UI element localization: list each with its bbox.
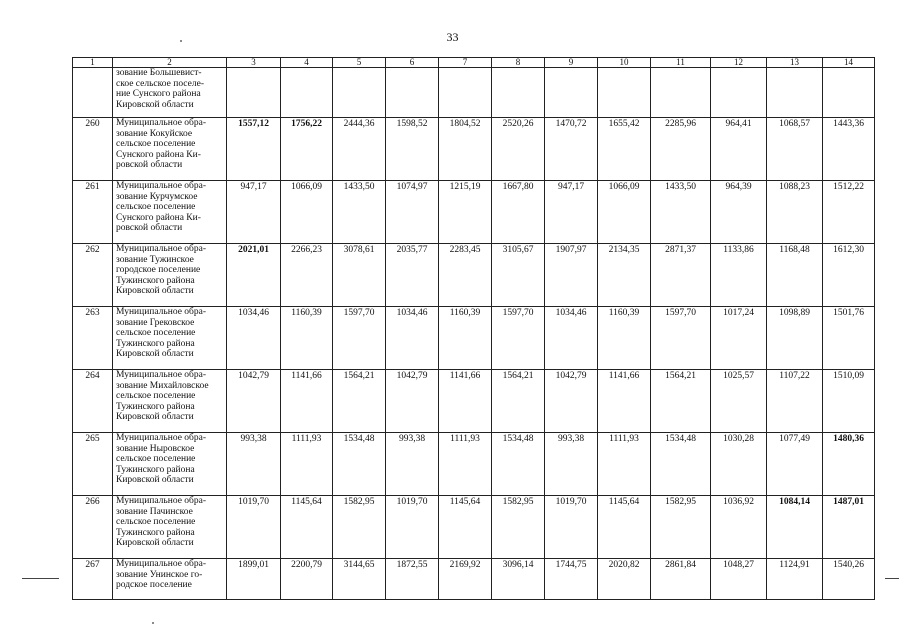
- municipality-name: Муниципальное обра- зование Унинское го- родское поселение: [113, 559, 227, 600]
- value-cell-col-12: 1025,57: [711, 370, 767, 433]
- value-cell-col-10: 2134,35: [598, 244, 651, 307]
- value-cell-col-9: [545, 68, 598, 118]
- value-cell-col-3: 1019,70: [227, 496, 281, 559]
- scan-speck: [152, 622, 154, 624]
- column-header-13: 13: [767, 58, 823, 68]
- value-cell-col-9: 1907,97: [545, 244, 598, 307]
- value-cell-col-3: [227, 68, 281, 118]
- row-number: 260: [73, 118, 113, 181]
- data-table: [72, 57, 875, 600]
- value-cell-col-13: 1077,49: [767, 433, 823, 496]
- value-cell-col-8: 1582,95: [492, 496, 545, 559]
- value-cell-col-7: 1160,39: [439, 307, 492, 370]
- value-cell-col-10: 1655,42: [598, 118, 651, 181]
- column-header-10: 10: [598, 58, 651, 68]
- municipality-name: Муниципальное обра- зование Курчумское сельское поселение Сунского района Ки- ровской области: [113, 181, 227, 244]
- margin-line-left: [22, 578, 59, 579]
- value-cell-col-4: 1141,66: [281, 370, 333, 433]
- table-row: [73, 559, 875, 600]
- value-cell-col-5: 1534,48: [333, 433, 386, 496]
- value-cell-col-11: 2861,84: [651, 559, 711, 600]
- value-cell-col-9: 1470,72: [545, 118, 598, 181]
- value-cell-col-5: 1597,70: [333, 307, 386, 370]
- value-cell-col-5: 1433,50: [333, 181, 386, 244]
- value-cell-col-4: 1756,22: [281, 118, 333, 181]
- column-header-3: 3: [227, 58, 281, 68]
- value-cell-col-13: 1168,48: [767, 244, 823, 307]
- value-cell-col-3: 2021,01: [227, 244, 281, 307]
- row-number: 266: [73, 496, 113, 559]
- value-cell-col-5: 3144,65: [333, 559, 386, 600]
- value-cell-col-11: [651, 68, 711, 118]
- value-cell-col-4: 2200,79: [281, 559, 333, 600]
- value-cell-col-7: 2283,45: [439, 244, 492, 307]
- value-cell-col-4: 1111,93: [281, 433, 333, 496]
- column-header-9: 9: [545, 58, 598, 68]
- value-cell-col-8: [492, 68, 545, 118]
- value-cell-col-11: 1534,48: [651, 433, 711, 496]
- value-cell-col-3: 1899,01: [227, 559, 281, 600]
- municipality-name: Муниципальное обра- зование Михайловское сельское поселение Тужинского района Кировской области: [113, 370, 227, 433]
- value-cell-col-11: 2871,37: [651, 244, 711, 307]
- table-row: [73, 181, 875, 244]
- value-cell-col-10: 2020,82: [598, 559, 651, 600]
- value-cell-col-4: 1066,09: [281, 181, 333, 244]
- value-cell-col-5: [333, 68, 386, 118]
- margin-line-right: [885, 578, 899, 579]
- value-cell-col-6: 1042,79: [386, 370, 439, 433]
- page-number: 33: [446, 30, 459, 44]
- value-cell-col-13: 1098,89: [767, 307, 823, 370]
- value-cell-col-12: 1017,24: [711, 307, 767, 370]
- column-header-4: 4: [281, 58, 333, 68]
- value-cell-col-10: [598, 68, 651, 118]
- value-cell-col-13: [767, 68, 823, 118]
- value-cell-col-10: 1160,39: [598, 307, 651, 370]
- value-cell-col-3: 947,17: [227, 181, 281, 244]
- table-row: [73, 68, 875, 118]
- value-cell-col-7: 1145,64: [439, 496, 492, 559]
- row-number: 262: [73, 244, 113, 307]
- value-cell-col-10: 1111,93: [598, 433, 651, 496]
- column-header-2: 2: [113, 58, 227, 68]
- municipality-name: Муниципальное обра- зование Ныровское сельское поселение Тужинского района Кировской области: [113, 433, 227, 496]
- value-cell-col-12: 964,41: [711, 118, 767, 181]
- value-cell-col-6: 1019,70: [386, 496, 439, 559]
- column-header-1: 1: [73, 58, 113, 68]
- value-cell-col-14: [823, 68, 875, 118]
- value-cell-col-8: 3096,14: [492, 559, 545, 600]
- value-cell-col-13: 1124,91: [767, 559, 823, 600]
- column-header-8: 8: [492, 58, 545, 68]
- value-cell-col-8: 1534,48: [492, 433, 545, 496]
- value-cell-col-13: 1084,14: [767, 496, 823, 559]
- value-cell-col-6: 2035,77: [386, 244, 439, 307]
- value-cell-col-3: 1034,46: [227, 307, 281, 370]
- value-cell-col-6: 993,38: [386, 433, 439, 496]
- value-cell-col-4: 2266,23: [281, 244, 333, 307]
- value-cell-col-6: [386, 68, 439, 118]
- value-cell-col-5: 3078,61: [333, 244, 386, 307]
- row-number: 261: [73, 181, 113, 244]
- value-cell-col-10: 1066,09: [598, 181, 651, 244]
- value-cell-col-4: 1145,64: [281, 496, 333, 559]
- value-cell-col-9: 1042,79: [545, 370, 598, 433]
- value-cell-col-7: 2169,92: [439, 559, 492, 600]
- value-cell-col-14: 1512,22: [823, 181, 875, 244]
- value-cell-col-3: 993,38: [227, 433, 281, 496]
- value-cell-col-6: 1598,52: [386, 118, 439, 181]
- value-cell-col-8: 1597,70: [492, 307, 545, 370]
- value-cell-col-3: 1557,12: [227, 118, 281, 181]
- table-row: [73, 118, 875, 181]
- table-row: [73, 433, 875, 496]
- table-row: [73, 370, 875, 433]
- value-cell-col-8: 3105,67: [492, 244, 545, 307]
- value-cell-col-8: 2520,26: [492, 118, 545, 181]
- value-cell-col-5: 1582,95: [333, 496, 386, 559]
- row-number: 265: [73, 433, 113, 496]
- value-cell-col-14: 1443,36: [823, 118, 875, 181]
- value-cell-col-12: [711, 68, 767, 118]
- table-row: [73, 496, 875, 559]
- value-cell-col-9: 1744,75: [545, 559, 598, 600]
- municipality-name: Муниципальное обра- зование Грековское сельское поселение Тужинского района Кировской области: [113, 307, 227, 370]
- value-cell-col-13: 1107,22: [767, 370, 823, 433]
- row-number: 263: [73, 307, 113, 370]
- value-cell-col-11: 1433,50: [651, 181, 711, 244]
- value-cell-col-7: [439, 68, 492, 118]
- value-cell-col-6: 1872,55: [386, 559, 439, 600]
- value-cell-col-5: 1564,21: [333, 370, 386, 433]
- value-cell-col-8: 1564,21: [492, 370, 545, 433]
- value-cell-col-12: 964,39: [711, 181, 767, 244]
- column-header-14: 14: [823, 58, 875, 68]
- value-cell-col-14: 1480,36: [823, 433, 875, 496]
- value-cell-col-12: 1133,86: [711, 244, 767, 307]
- value-cell-col-14: 1501,76: [823, 307, 875, 370]
- value-cell-col-12: 1048,27: [711, 559, 767, 600]
- row-number: 267: [73, 559, 113, 600]
- column-header-6: 6: [386, 58, 439, 68]
- value-cell-col-11: 1582,95: [651, 496, 711, 559]
- municipality-name: зование Большевист- ское сельское поселе- ние Сунского района Кировской области: [113, 68, 227, 118]
- value-cell-col-4: 1160,39: [281, 307, 333, 370]
- value-cell-col-7: 1111,93: [439, 433, 492, 496]
- municipality-name: Муниципальное обра- зование Пачинское сельское поселение Тужинского района Кировской области: [113, 496, 227, 559]
- value-cell-col-4: [281, 68, 333, 118]
- value-cell-col-11: 2285,96: [651, 118, 711, 181]
- value-cell-col-10: 1141,66: [598, 370, 651, 433]
- value-cell-col-13: 1088,23: [767, 181, 823, 244]
- table-row: [73, 244, 875, 307]
- value-cell-col-13: 1068,57: [767, 118, 823, 181]
- value-cell-col-10: 1145,64: [598, 496, 651, 559]
- table-body: [73, 68, 875, 600]
- value-cell-col-12: 1036,92: [711, 496, 767, 559]
- header-row: [73, 58, 875, 68]
- value-cell-col-12: 1030,28: [711, 433, 767, 496]
- column-header-7: 7: [439, 58, 492, 68]
- value-cell-col-9: 1034,46: [545, 307, 598, 370]
- value-cell-col-8: 1667,80: [492, 181, 545, 244]
- value-cell-col-9: 993,38: [545, 433, 598, 496]
- column-header-12: 12: [711, 58, 767, 68]
- column-header-5: 5: [333, 58, 386, 68]
- value-cell-col-7: 1141,66: [439, 370, 492, 433]
- value-cell-col-14: 1510,09: [823, 370, 875, 433]
- value-cell-col-3: 1042,79: [227, 370, 281, 433]
- value-cell-col-14: 1540,26: [823, 559, 875, 600]
- scan-speck: [180, 40, 182, 42]
- value-cell-col-9: 947,17: [545, 181, 598, 244]
- row-number: [73, 68, 113, 118]
- value-cell-col-11: 1597,70: [651, 307, 711, 370]
- table-row: [73, 307, 875, 370]
- municipality-name: Муниципальное обра- зование Кокуйское сельское поселение Сунского района Ки- ровской области: [113, 118, 227, 181]
- value-cell-col-6: 1074,97: [386, 181, 439, 244]
- column-header-11: 11: [651, 58, 711, 68]
- value-cell-col-5: 2444,36: [333, 118, 386, 181]
- value-cell-col-9: 1019,70: [545, 496, 598, 559]
- value-cell-col-6: 1034,46: [386, 307, 439, 370]
- value-cell-col-14: 1612,30: [823, 244, 875, 307]
- value-cell-col-7: 1215,19: [439, 181, 492, 244]
- value-cell-col-14: 1487,01: [823, 496, 875, 559]
- value-cell-col-11: 1564,21: [651, 370, 711, 433]
- municipality-name: Муниципальное обра- зование Тужинское городское поселение Тужинского района Кировской области: [113, 244, 227, 307]
- row-number: 264: [73, 370, 113, 433]
- value-cell-col-7: 1804,52: [439, 118, 492, 181]
